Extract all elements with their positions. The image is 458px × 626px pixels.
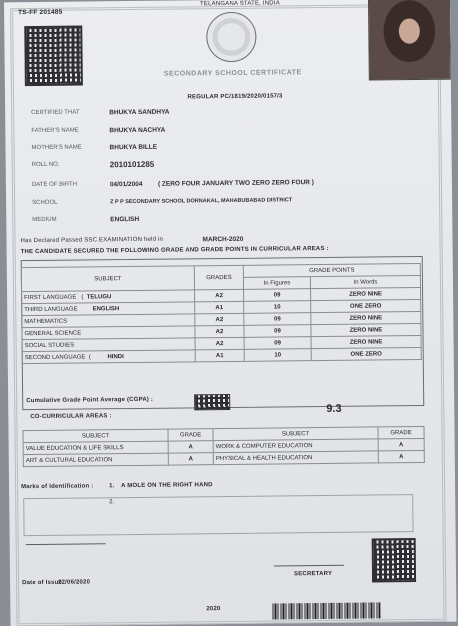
state-title: TELANGANA STATE, INDIA: [200, 0, 280, 8]
identification-mark1: A MOLE ON THE RIGHT HAND: [121, 482, 213, 490]
headmaster-signature: [25, 521, 105, 545]
barcode-icon: [272, 602, 380, 619]
co-subject-cell: PHYSICAL & HEALTH EDUCATION: [213, 451, 378, 465]
co-subject-cell: VALUE EDUCATION & LIFE SKILLS: [23, 441, 168, 455]
co-grade-header: GRADE: [168, 429, 213, 441]
cgpa-code-icon: [194, 394, 230, 410]
footer-year: 2020: [206, 606, 221, 613]
co-curricular-table: [22, 426, 424, 467]
dob-label: DATE OF BIRTH: [31, 181, 78, 189]
subject-cell: GENERAL SCIENCE: [22, 326, 195, 340]
subject-detail: HINDI: [107, 353, 124, 360]
grade-cell: A1: [195, 349, 244, 362]
secretary-label: SECRETARY: [293, 570, 333, 578]
words-cell: ZERO NINE: [311, 287, 421, 300]
grades-table: [21, 263, 422, 364]
roll-label: ROLL NO.: [31, 161, 60, 169]
words-cell: ZERO NINE: [311, 323, 421, 336]
identification-mark2-no: 2.: [109, 499, 115, 506]
issue-label: Date of Issue: [22, 579, 63, 587]
figure-cell: 10: [244, 301, 311, 314]
grade-cell: A2: [195, 313, 244, 326]
identification-mark1-no: 1.: [109, 483, 115, 490]
figure-cell: 09: [244, 337, 311, 350]
in-figures-header: In Figures: [243, 277, 310, 290]
co-grade-cell: A: [378, 450, 424, 462]
figure-cell: 09: [244, 325, 311, 338]
grade-cell: A2: [195, 289, 244, 302]
table-row: FIRST LANGUAGE ( TELUGU A2 09 ZERO NINE: [22, 287, 421, 303]
certified-label: CERTIFIED THAT: [31, 109, 80, 117]
state-emblem-icon: [206, 12, 257, 63]
secretary-signature: [274, 555, 344, 567]
words-cell: ONE ZERO: [311, 347, 421, 360]
footer-qr-code-icon: [372, 538, 416, 582]
subject-cell: SECOND LANGUAGE: [24, 354, 86, 361]
certified-value: BHUKYA SANDHYA: [109, 108, 170, 117]
dob-words: ( ZERO FOUR JANUARY TWO ZERO ZERO FOUR ): [157, 179, 314, 188]
co-subject-cell: WORK & COMPUTER EDUCATION: [213, 439, 378, 453]
subject-cell: FIRST LANGUAGE: [24, 294, 77, 301]
grade-cell: A2: [195, 325, 244, 338]
co-curricular-title: CO-CURRICULAR AREAS :: [30, 413, 112, 421]
figure-cell: 09: [244, 313, 311, 326]
father-label: FATHER'S NAME: [31, 127, 79, 135]
co-grade-cell: A: [168, 453, 213, 465]
medium-value: ENGLISH: [110, 215, 140, 224]
co-subject-header: SUBJECT: [23, 429, 168, 443]
co-grade-header-right: GRADE: [378, 426, 424, 438]
co-grade-cell: A: [168, 441, 213, 453]
grades-header: GRADES: [194, 265, 243, 290]
grade-points-header: GRADE POINTS: [243, 263, 420, 277]
words-cell: ZERO NINE: [311, 311, 421, 324]
subject-detail: ENGLISH: [92, 305, 120, 312]
serial-number: TS-FF 201485: [18, 8, 63, 17]
subject-header: SUBJECT: [21, 266, 194, 292]
co-subject-header-right: SUBJECT: [213, 427, 378, 441]
mother-value: BHUKYA BILLE: [109, 143, 158, 152]
words-cell: ZERO NINE: [311, 335, 421, 348]
dob-value: 04/01/2004: [109, 180, 143, 189]
table-row: SECOND LANGUAGE ( HINDI A1 10 ONE ZERO: [22, 347, 421, 363]
in-words-header: In Words: [310, 275, 420, 288]
qr-code-icon: [24, 26, 83, 87]
mother-label: MOTHER'S NAME: [31, 144, 82, 152]
cgpa-label: Cumulative Grade Point Average (CGPA) :: [26, 396, 154, 405]
grade-cell: A1: [195, 301, 244, 314]
passed-text: Has Declared Passed SSC EXAMINATION held in: [20, 236, 164, 245]
identification-label: Marks of Identification :: [21, 483, 94, 491]
certificate-title: SECONDARY SCHOOL CERTIFICATE: [163, 69, 302, 78]
certificate-sheet: [4, 0, 457, 626]
cgpa-value: 9.3: [326, 402, 342, 415]
father-value: BHUKYA NACHYA: [109, 126, 166, 135]
subject-cell: SOCIAL STUDIES: [22, 338, 195, 352]
school-value: Z P P SECONDARY SCHOOL DORNAKAL, MAHABUBABAD DISTRICT: [110, 197, 293, 206]
grade-cell: A2: [195, 337, 244, 350]
medium-label: MEDIUM: [32, 216, 57, 224]
figure-cell: 09: [244, 289, 311, 302]
figure-cell: 10: [244, 349, 311, 362]
student-photo: [368, 0, 451, 81]
subject-detail: TELUGU: [86, 293, 112, 300]
issue-date: 22/06/2020: [58, 579, 91, 586]
regular-code: REGULAR PC/1819/2020/0157/3: [187, 93, 283, 101]
secured-text: THE CANDIDATE SECURED THE FOLLOWING GRADE AND GRADE POINTS IN CURRICULAR AREAS :: [20, 245, 329, 256]
subject-cell: THIRD LANGUAGE: [24, 306, 78, 313]
roll-value: 2010101285: [109, 159, 155, 170]
words-cell: ONE ZERO: [311, 299, 421, 312]
exam-month: MARCH-2020: [202, 235, 244, 244]
co-grade-cell: A: [378, 438, 424, 450]
co-subject-cell: ART & CULTURAL EDUCATION: [23, 453, 168, 467]
school-label: SCHOOL: [32, 199, 58, 207]
subject-cell: MATHEMATICS: [22, 314, 195, 328]
